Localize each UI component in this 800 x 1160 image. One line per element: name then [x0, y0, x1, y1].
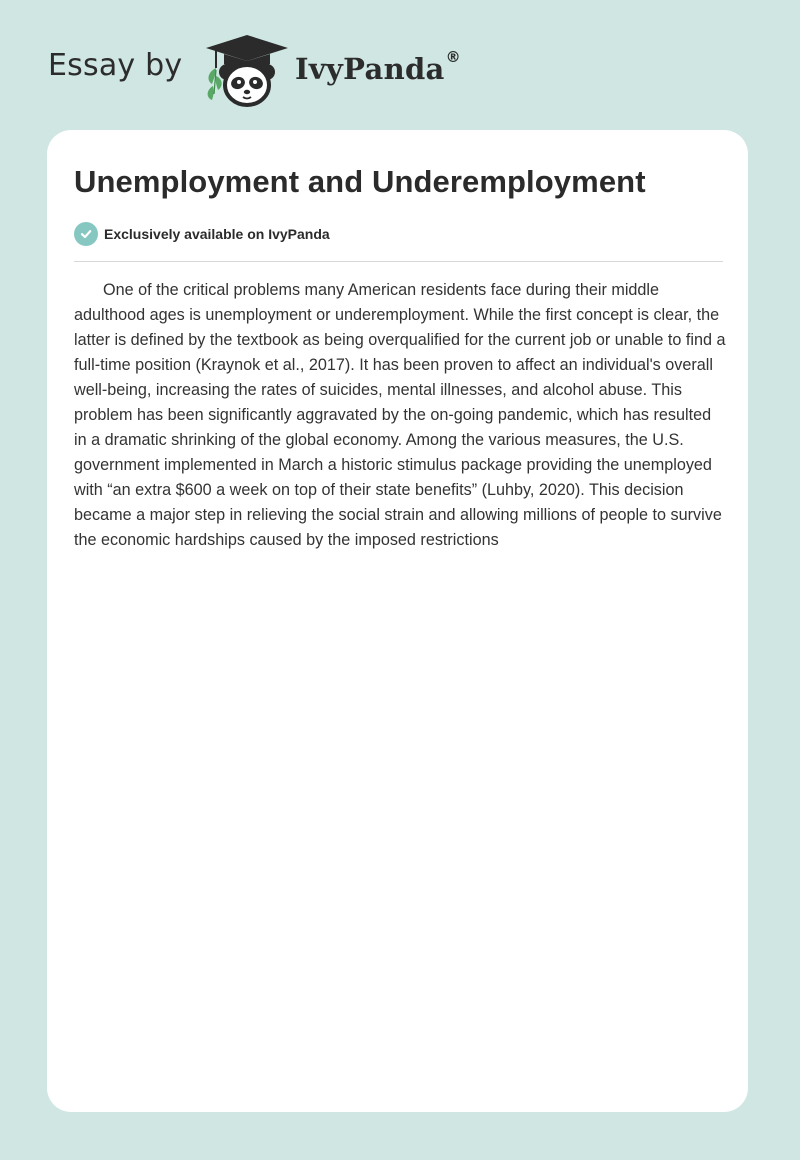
- exclusive-badge: [74, 222, 330, 246]
- divider: [74, 261, 723, 262]
- brand-name: IvyPanda: [295, 52, 445, 86]
- site-header: [48, 34, 548, 114]
- page-title: Unemployment and Underemployment: [74, 164, 646, 199]
- essay-by-label: Essay by: [48, 48, 183, 83]
- essay-paragraph: One of the critical problems many American residents face during their middle adulthood ages is unemployment or underemployment. While the first concept is clear, the latter is defined by the textbook as being overqualified for the current job or unable to find a full-time position (Kraynok et al., 2017). It has been proven to affect an individual's overall well-being, increasing the rates of suicides, mental illnesses, and alcohol abuse. This problem has been significantly aggravated by the on-going pandemic, which has resulted in a dramatic shrinking of the global economy. Among the various measures, the U.S. government implemented in March a historic stimulus package providing the unemployed with “an extra $600 a week on top of their state benefits” (Luhby, 2020). This decision became a major step in relieving the social strain and allowing millions of people to survive the economic hardships caused by the imposed restrictions: [74, 281, 726, 549]
- brand-logo-text[interactable]: [295, 48, 461, 86]
- panda-graduation-cap-icon[interactable]: [200, 34, 294, 110]
- check-circle-icon: [74, 222, 98, 246]
- badge-label: Exclusively available on IvyPanda: [104, 226, 330, 242]
- essay-card: [47, 130, 748, 1112]
- registered-mark: ®: [445, 48, 461, 66]
